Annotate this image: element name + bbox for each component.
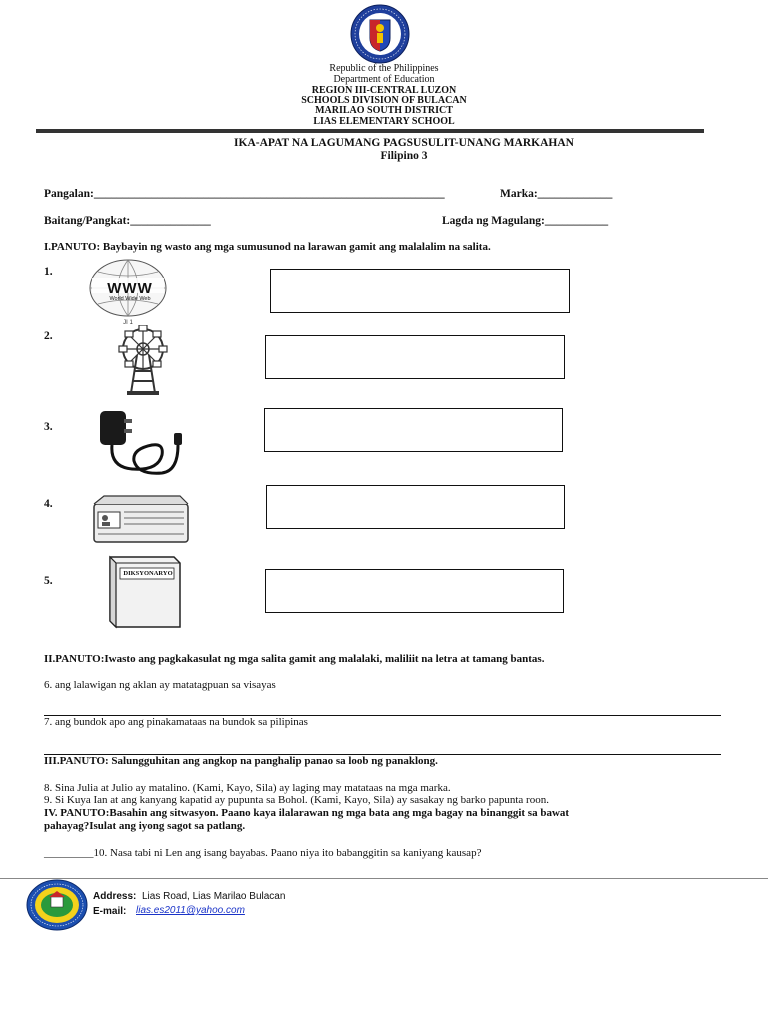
section3-directions: III.PANUTO: Salungguhitan ang angkop na panghalip panao sa loob ng panaklong. bbox=[44, 755, 438, 767]
score-field[interactable]: Marka:_____________ bbox=[500, 188, 613, 200]
dictionary-label: DIKSYONARYO bbox=[123, 570, 173, 577]
header-republic: Republic of the Philippines bbox=[329, 63, 439, 74]
header-divider bbox=[36, 129, 704, 133]
subject-title: Filipino 3 bbox=[380, 150, 428, 162]
svg-text:JI 1: JI 1 bbox=[123, 320, 133, 326]
item-6-text: 6. ang lalawigan ng aklan ay matatagpuan sa visayas bbox=[44, 679, 276, 691]
address-value: Lias Road, Lias Marilao Bulacan bbox=[142, 891, 286, 902]
deped-seal-logo bbox=[350, 4, 410, 64]
address-label: Address: bbox=[93, 891, 137, 902]
section2-directions: II.PANUTO:Iwasto ang pagkakasulat ng mga salita gamit ang malalaki, maliliit na letra at tamang bantas. bbox=[44, 653, 545, 665]
exam-title: IKA-APAT NA LAGUMANG PAGSUSULIT-UNANG MARKAHAN bbox=[234, 137, 574, 149]
wallet-icon bbox=[92, 494, 192, 546]
www-text: WWW bbox=[107, 280, 153, 297]
footer-divider bbox=[0, 878, 768, 879]
section4-directions-cont: pahayag?Isulat ang iyong sagot sa patlang. bbox=[44, 820, 246, 832]
email-label: E-mail: bbox=[93, 906, 127, 917]
school-logo bbox=[26, 879, 88, 931]
header-school: LIAS ELEMENTARY SCHOOL bbox=[313, 116, 455, 127]
section4-directions: IV. PANUTO:Basahin ang sitwasyon. Paano kaya ilalarawan ng mga bata ang mga bagay na binanggit sa bawat bbox=[44, 807, 570, 819]
item-number: 1. bbox=[44, 266, 53, 278]
item-number: 2. bbox=[44, 330, 53, 342]
parent-signature-field[interactable]: Lagda ng Magulang:___________ bbox=[442, 215, 609, 227]
header-region: REGION III-CENTRAL LUZON bbox=[311, 85, 457, 96]
answer-box-1[interactable] bbox=[270, 269, 570, 313]
answer-box-4[interactable] bbox=[266, 485, 565, 529]
answer-box-5[interactable] bbox=[265, 569, 564, 613]
charger-icon bbox=[92, 405, 192, 480]
grade-section-field[interactable]: Baitang/Pangkat:______________ bbox=[44, 215, 211, 227]
answer-box-2[interactable] bbox=[265, 335, 565, 379]
item-number: 4. bbox=[44, 498, 53, 510]
name-field[interactable]: Pangalan:_____________________________________________________________ bbox=[44, 188, 445, 200]
item-8-text: 8. Sina Julia at Julio ay matalino. (Kami, Kayo, Sila) ay laging may matataas na mga marka. bbox=[44, 782, 451, 794]
item-9-text: 9. Si Kuya Ian at ang kanyang kapatid ay pupunta sa Bohol. (Kami, Kayo, Sila) ay sasakay ng barko papunta roon. bbox=[44, 794, 549, 806]
item-number: 5. bbox=[44, 575, 53, 587]
ferris-wheel-icon bbox=[105, 325, 185, 397]
header-division: SCHOOLS DIVISION OF BULACAN bbox=[301, 95, 467, 106]
header-district: MARILAO SOUTH DISTRICT bbox=[315, 105, 453, 116]
answer-box-3[interactable] bbox=[264, 408, 563, 452]
item-7-text: 7. ang bundok apo ang pinakamataas na bundok sa pilipinas bbox=[44, 716, 308, 728]
header-department: Department of Education bbox=[333, 74, 435, 85]
section1-directions: I.PANUTO: Baybayin ng wasto ang mga sumusunod na larawan gamit ang malalalim na salita. bbox=[44, 241, 491, 253]
item-10-text: _________10. Nasa tabi ni Len ang isang bayabas. Paano niya ito babanggitin sa kaniyang kausap? bbox=[44, 847, 482, 859]
dictionary-icon bbox=[104, 553, 186, 629]
item-number: 3. bbox=[44, 421, 53, 433]
www-caption: World Wide Web bbox=[109, 296, 151, 302]
email-link[interactable]: lias.es2011@yahoo.com bbox=[136, 905, 245, 916]
